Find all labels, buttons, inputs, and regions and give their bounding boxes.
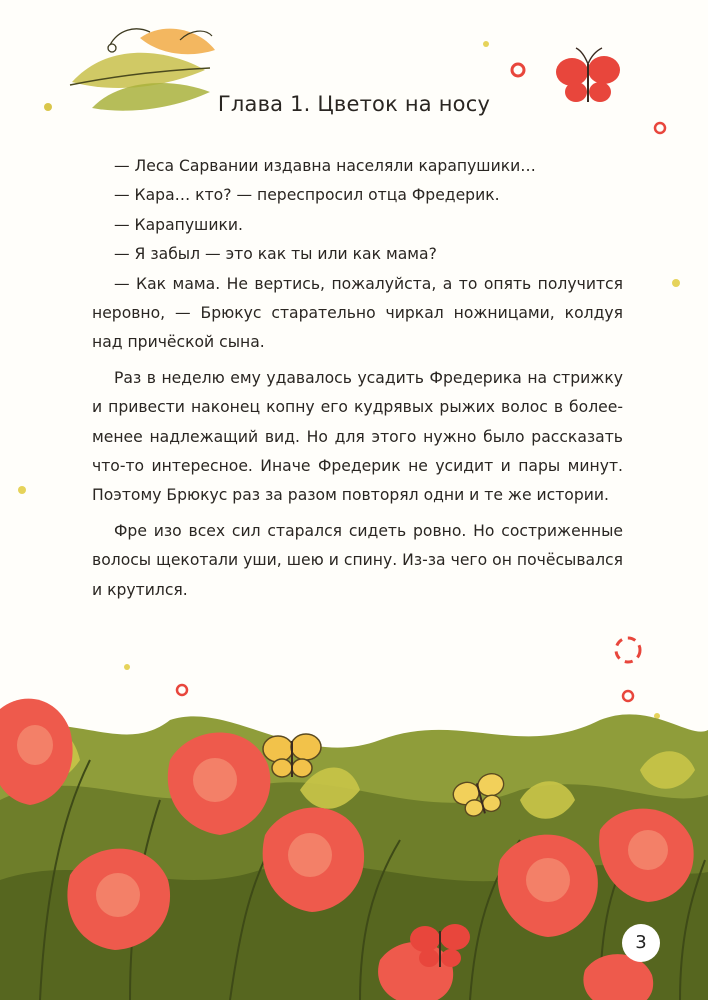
paragraph: — Леса Сарвании издавна населяли карапушики…	[114, 157, 536, 175]
paragraph: — Кара… кто? — переспросил отца Фредерик.	[114, 186, 500, 205]
page-number: 3	[622, 924, 660, 962]
paragraph: Раз в неделю ему удавалось усадить Фредерика на стрижку и привести наконец копну его кудрявых рыжих волос в более-менее надлежащий вид. Но для этого нужно было рассказать что-то интересное. Иначе Фредерик не усидит и пары минут. Поэтому Брюкус раз за разом повторял одни и те же истории.	[92, 368, 623, 505]
dot-icon	[512, 64, 524, 76]
paragraph: — Я забыл — это как ты или как мама?	[114, 245, 437, 264]
paragraph: — Как мама. Не вертись, пожалуйста, а то опять получится неровно, — Брюкус старательно чиркал ножницами, колдуя над причёской сына.	[92, 274, 623, 352]
chapter-title: Глава 1. Цветок на носу	[217, 92, 491, 116]
body-text	[92, 152, 623, 605]
butterfly-icon	[263, 734, 321, 777]
paragraph: Фре изо всех сил старался сидеть ровно. Но состриженные волосы щекотали уши, шею и спину. Из-за чего он почёсывался и крутился.	[92, 521, 623, 599]
paragraph: — Карапушики.	[114, 215, 243, 234]
